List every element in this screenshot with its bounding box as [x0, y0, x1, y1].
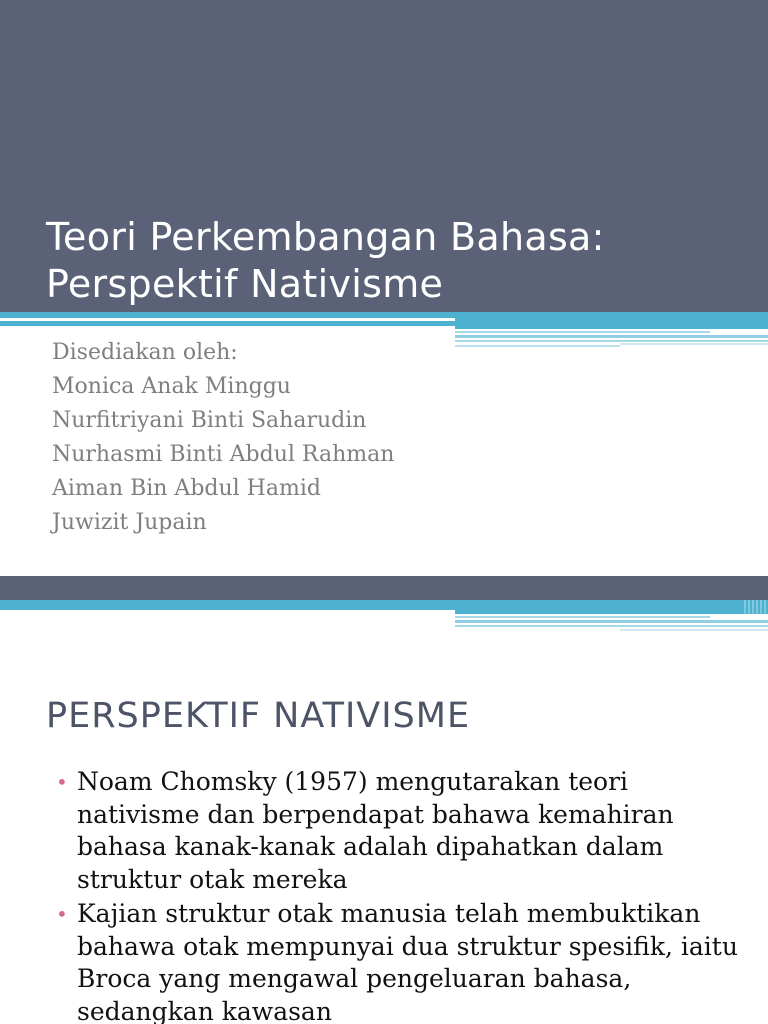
bullet-list: [56, 766, 746, 1024]
bullet-dot-icon: •: [56, 770, 68, 794]
section-heading: PERSPEKTIF NATIVISME: [46, 696, 471, 736]
authors-block: [52, 336, 394, 540]
bullet-dot-icon: •: [56, 902, 68, 926]
author-name: Nurhasmi Binti Abdul Rahman: [52, 442, 395, 467]
bullet-text: Noam Chomsky (1957) mengutarakan teori nativisme dan berpendapat bahawa kemahiran bahasa kanak-kanak adalah dipahatkan dalam struktur otak mereka: [77, 767, 674, 894]
list-item: [56, 766, 746, 896]
slide-title-line-2: Perspektif Nativisme: [46, 262, 444, 306]
decorative-stripes: [0, 600, 768, 640]
slide-title-line-1: Teori Perkembangan Bahasa:: [46, 215, 605, 259]
prepared-by-label: Disediakan oleh:: [52, 340, 238, 365]
author-name: Nurfitriyani Binti Saharudin: [52, 408, 367, 433]
content-band: [0, 576, 768, 602]
content-slide: [0, 576, 768, 1024]
bullet-text: Kajian struktur otak manusia telah membuktikan bahawa otak mempunyai dua struktur spesifik, iaitu Broca yang mengawal pengeluaran bahasa, sedangkan kawasan: [77, 899, 738, 1024]
list-item: [56, 898, 746, 1024]
author-name: Aiman Bin Abdul Hamid: [52, 476, 321, 501]
author-name: Monica Anak Minggu: [52, 374, 291, 399]
slide-title: [46, 214, 746, 308]
author-name: Juwizit Jupain: [52, 510, 207, 535]
